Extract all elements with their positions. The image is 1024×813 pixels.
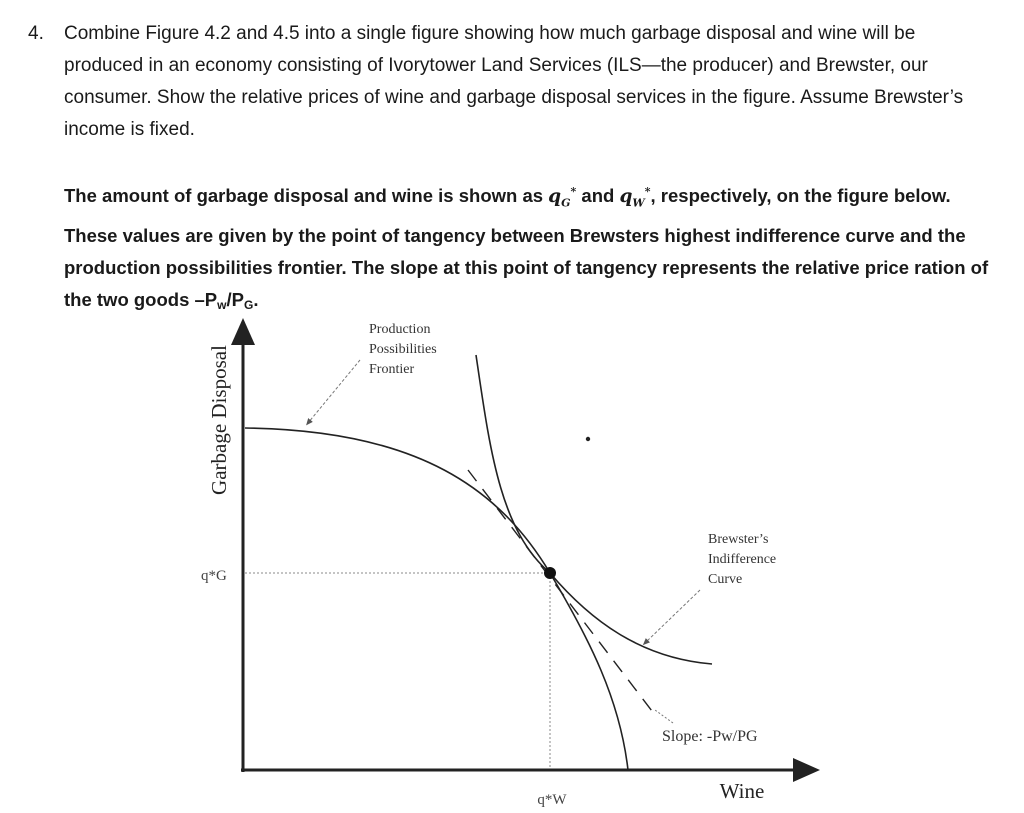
answer-text-2: and	[576, 185, 620, 207]
pg-subscript: G	[243, 297, 254, 312]
indiff-label-line-1: Brewster’s	[708, 532, 769, 547]
indifference-curve	[476, 355, 712, 664]
tangency-point	[544, 567, 556, 579]
ppf-pointer	[308, 360, 360, 423]
ppf-label-line-2: Possibilities	[369, 342, 437, 357]
question-text: Combine Figure 4.2 and 4.5 into a single figure showing how much garbage disposal and wine will be produced in an economy consisting of Ivorytower Land Services (ILS—the producer) and Brewster, our consumer. Show the relative prices of wine and garbage disposal services in the figure. Assume Brewster’s income is fixed.	[64, 23, 964, 140]
answer-text-3: , respectively, on the figure below. These values are given by the point of tangency between Brewsters highest indifference curve and the production possibilities frontier. The slope at this point of tangency represents the relative price ration of the two goods –P	[64, 185, 989, 310]
qg-axis-label: q*G	[201, 568, 227, 584]
slope-label: Slope: -Pw/PG	[662, 728, 758, 745]
qg-symbol-sup: *	[570, 185, 577, 198]
indiff-pointer	[645, 590, 700, 643]
answer-text-5: .	[253, 288, 259, 310]
slope-pointer	[655, 710, 673, 723]
y-axis-label: Garbage Disposal	[207, 345, 231, 495]
qg-symbol-q: q	[548, 186, 562, 208]
qg-symbol-sub: G	[561, 196, 571, 210]
qw-axis-label: q*W	[537, 792, 567, 808]
answer-text-1: The amount of garbage disposal and wine is shown as	[64, 185, 549, 207]
pw-subscript: w	[217, 297, 227, 312]
qw-symbol-q: q	[619, 186, 633, 208]
ppf-curve	[245, 428, 628, 770]
indiff-label-line-3: Curve	[708, 572, 743, 587]
stray-dot	[586, 437, 590, 441]
question-number: 4.	[28, 23, 44, 44]
qg-symbol	[548, 185, 577, 210]
qw-symbol-sub: W	[632, 196, 645, 210]
qw-symbol	[619, 185, 651, 210]
x-axis-label: Wine	[719, 779, 765, 803]
ppf-label-line-3: Frontier	[369, 362, 415, 377]
answer-text-4: /P	[226, 288, 244, 310]
indiff-label-line-2: Indifference	[708, 552, 777, 567]
question-block	[28, 18, 988, 146]
economics-figure	[0, 297, 1024, 813]
ppf-label-line-1: Production	[369, 322, 431, 337]
qw-symbol-sup: *	[644, 185, 651, 198]
